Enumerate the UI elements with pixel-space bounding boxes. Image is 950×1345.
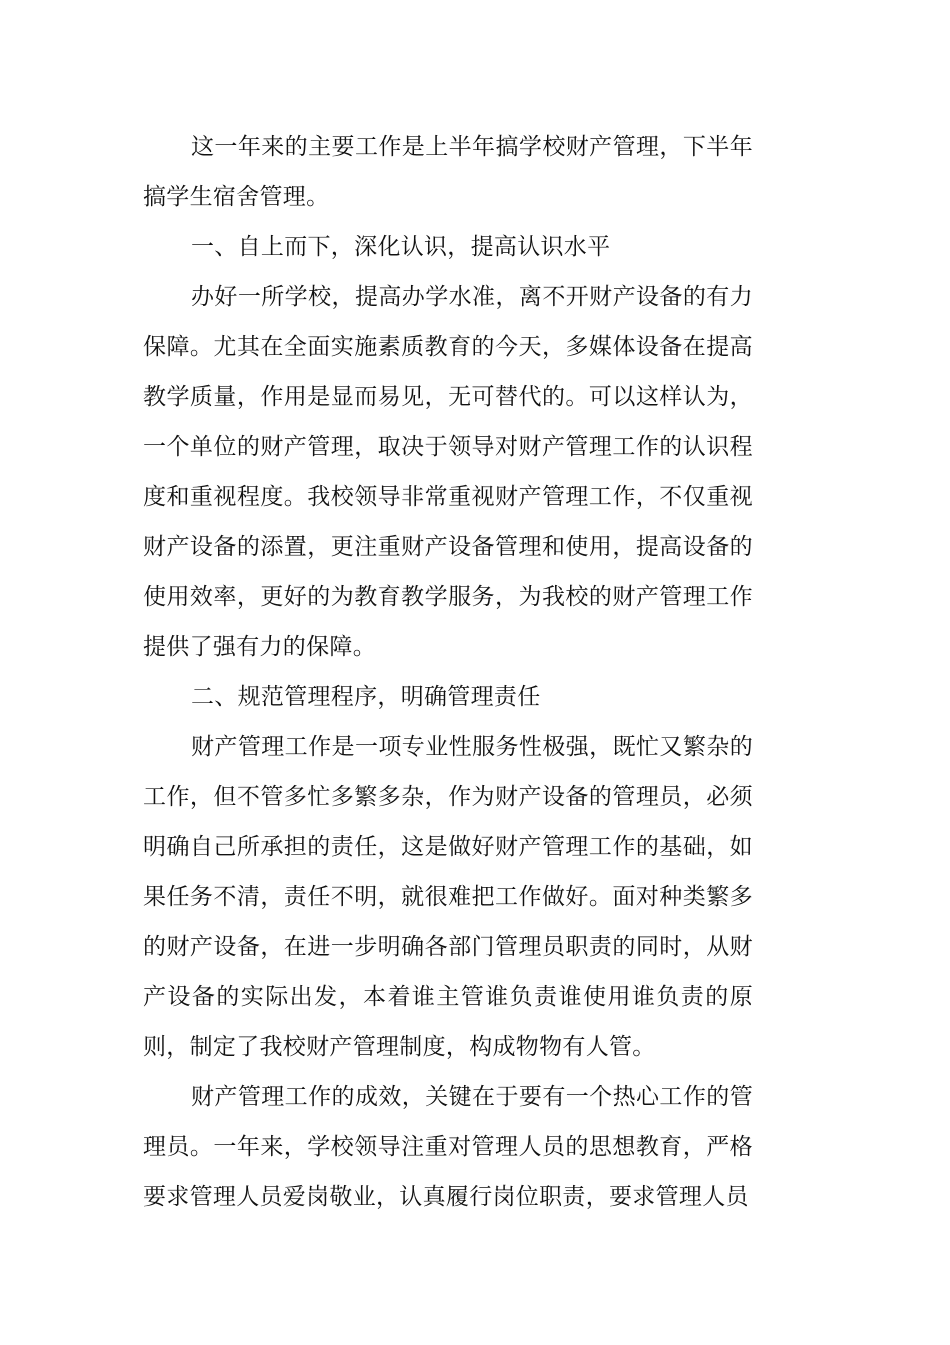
paragraph-intro: 这一年来的主要工作是上半年搞学校财产管理，下半年搞学生宿舍管理。 bbox=[143, 134, 753, 210]
section-heading-1: 一、自上而下，深化认识，提高认识水平 bbox=[191, 234, 611, 260]
document-body bbox=[143, 122, 753, 1222]
section-heading-2: 二、规范管理程序，明确管理责任 bbox=[191, 684, 541, 710]
paragraph-section-2-continued: 财产管理工作的成效，关键在于要有一个热心工作的管理员。一年来，学校领导注重对管理人员的思想教育，严格要求管理人员爱岗敬业，认真履行岗位职责，要求管理人员 bbox=[143, 1084, 753, 1210]
paragraph-section-2: 财产管理工作是一项专业性服务性极强，既忙又繁杂的工作，但不管多忙多繁多杂，作为财产设备的管理员，必须明确自己所承担的责任，这是做好财产管理工作的基础，如果任务不清，责任不明，就很难把工作做好。面对种类繁多的财产设备，在进一步明确各部门管理员职责的同时，从财产设备的实际出发，本着谁主管谁负责谁使用谁负责的原则，制定了我校财产管理制度，构成物物有人管。 bbox=[143, 734, 753, 1060]
paragraph-section-1: 办好一所学校，提高办学水准，离不开财产设备的有力保障。尤其在全面实施素质教育的今天，多媒体设备在提高教学质量，作用是显而易见，无可替代的。可以这样认为，一个单位的财产管理，取决于领导对财产管理工作的认识程度和重视程度。我校领导非常重视财产管理工作，不仅重视财产设备的添置，更注重财产设备管理和使用，提高设备的使用效率，更好的为教育教学服务，为我校的财产管理工作提供了强有力的保障。 bbox=[143, 284, 753, 660]
